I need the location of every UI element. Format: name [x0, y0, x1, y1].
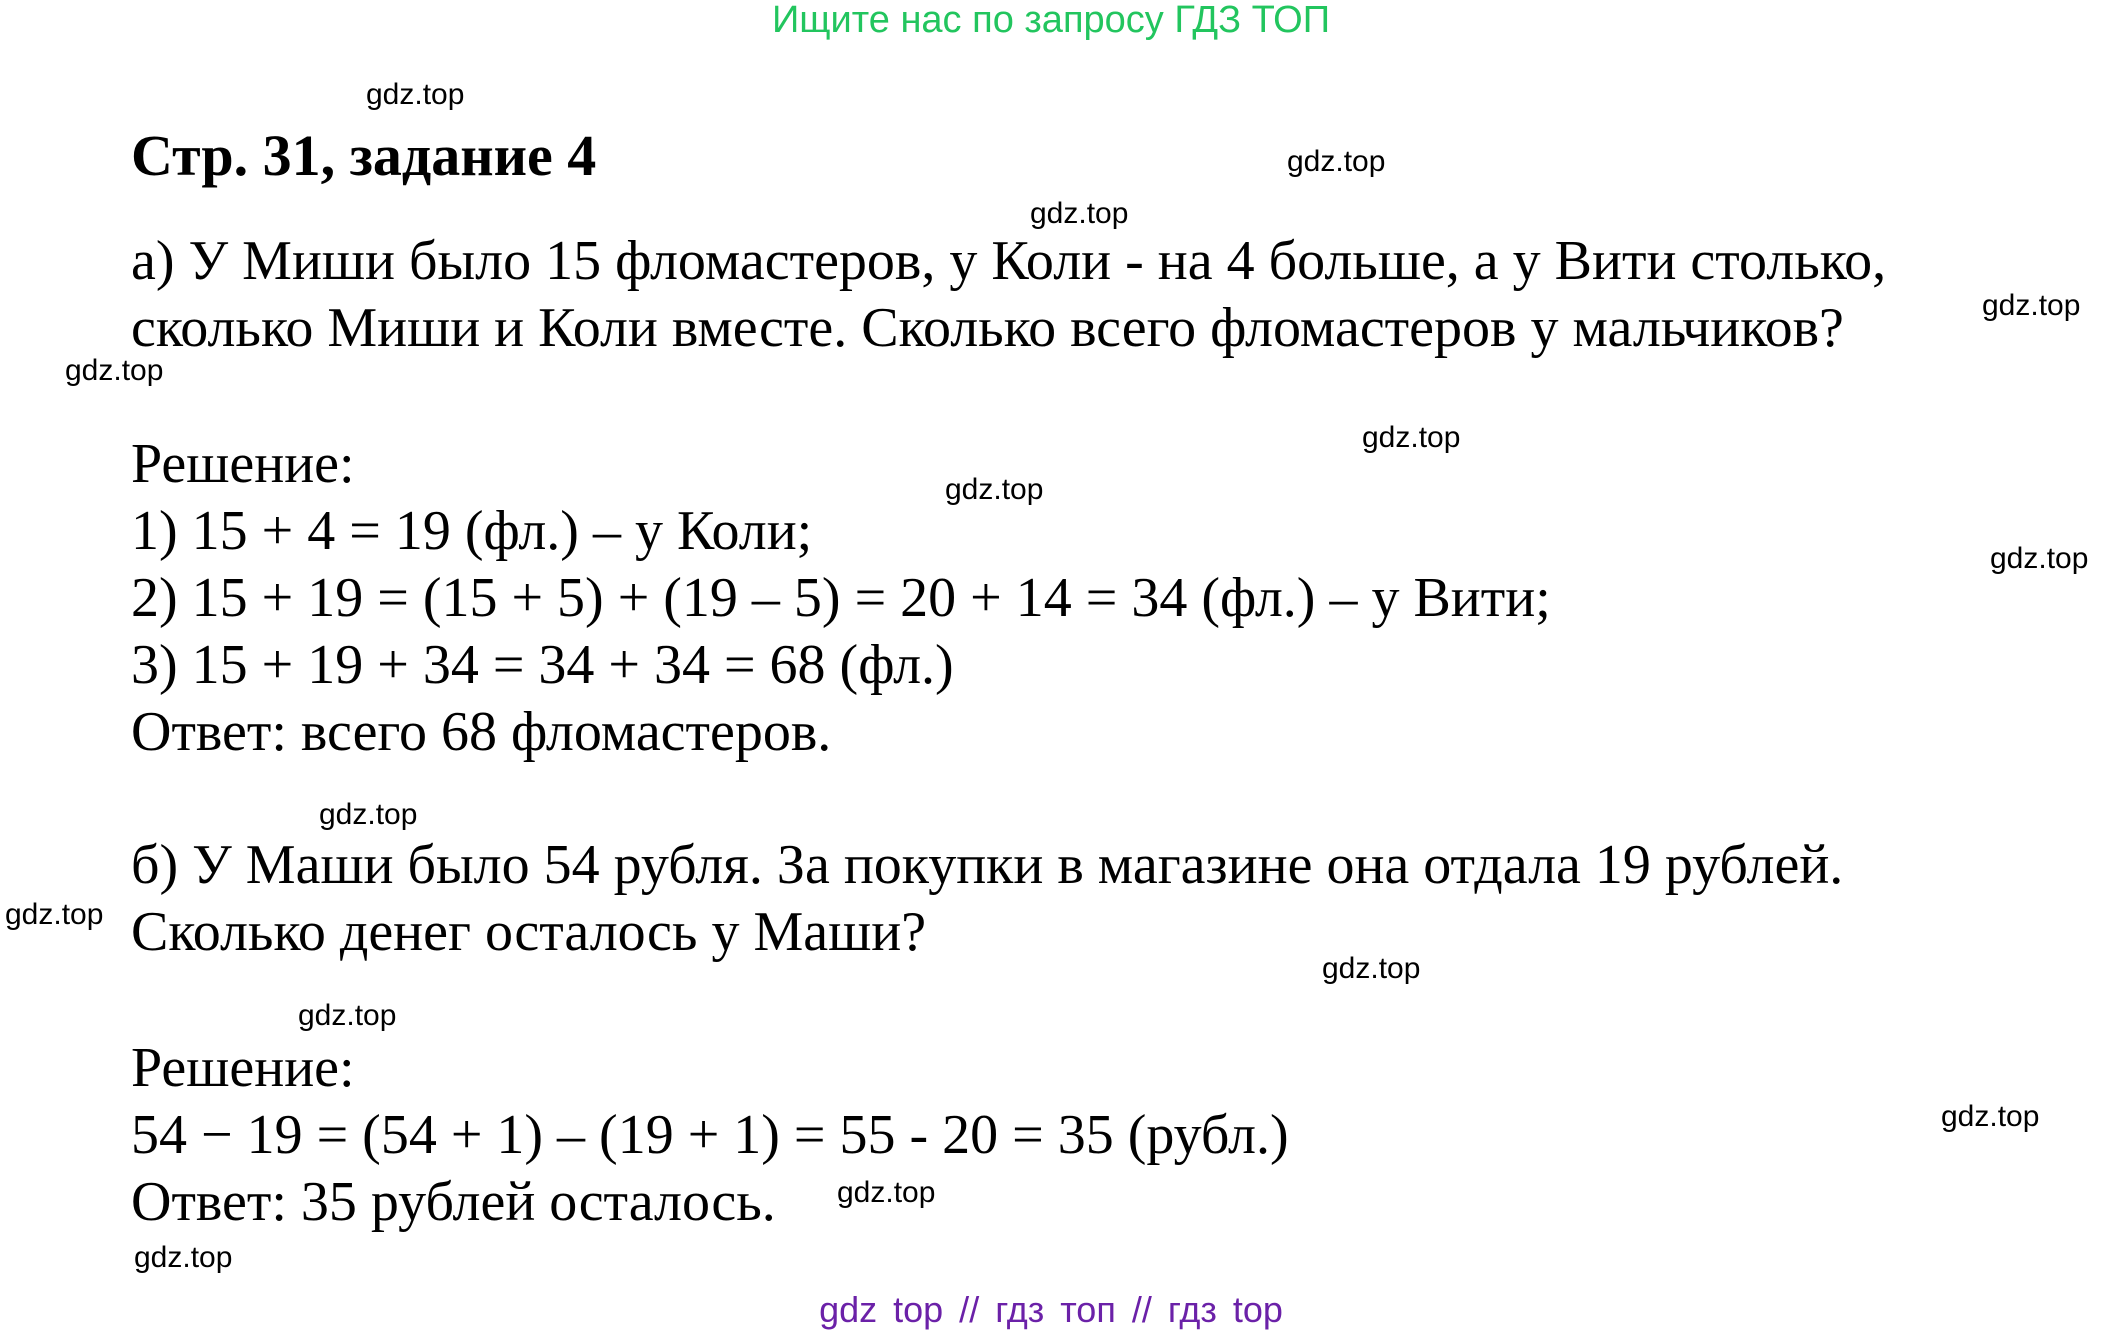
task-a-step-3: 3) 15 + 19 + 34 = 34 + 34 = 68 (фл.) — [131, 634, 954, 696]
watermark: gdz.top — [1287, 145, 1386, 178]
watermark: gdz.top — [65, 354, 164, 387]
task-b-text-line-1: б) У Маши было 54 рубля. За покупки в магазине она отдала 19 рублей. — [131, 834, 1844, 896]
task-a-answer: Ответ: всего 68 фломастеров. — [131, 701, 832, 763]
task-a-step-1: 1) 15 + 4 = 19 (фл.) – у Коли; — [131, 500, 813, 562]
page-title: Стр. 31, задание 4 — [131, 123, 597, 188]
watermark: gdz.top — [366, 78, 465, 111]
watermark: gdz.top — [5, 898, 104, 931]
watermark: gdz.top — [1941, 1100, 2040, 1133]
footer-text: gdz top // гдз топ // гдз top — [819, 1289, 1283, 1330]
watermark: gdz.top — [1322, 952, 1421, 985]
task-b-step-1: 54 − 19 = (54 + 1) – (19 + 1) = 55 - 20 = 35 (рубл.) — [131, 1104, 1289, 1166]
task-b-answer: Ответ: 35 рублей осталось. — [131, 1171, 776, 1233]
watermark: gdz.top — [1982, 289, 2081, 322]
top-banner: Ищите нас по запросу ГДЗ ТОП — [771, 0, 1331, 41]
task-a-text-line-2: сколько Миши и Коли вместе. Сколько всего фломастеров у мальчиков? — [131, 297, 1844, 359]
watermark: gdz.top — [1362, 421, 1461, 454]
task-b-solution-label: Решение: — [131, 1037, 355, 1099]
watermark: gdz.top — [945, 473, 1044, 506]
task-a-step-2: 2) 15 + 19 = (15 + 5) + (19 – 5) = 20 + 14 = 34 (фл.) – у Вити; — [131, 567, 1551, 629]
task-a-solution-label: Решение: — [131, 433, 355, 495]
watermark: gdz.top — [837, 1176, 936, 1209]
watermark: gdz.top — [298, 999, 397, 1032]
task-a-text-line-1: а) У Миши было 15 фломастеров, у Коли - на 4 больше, а у Вити столько, — [131, 230, 1887, 292]
watermark: gdz.top — [134, 1241, 233, 1274]
watermark: gdz.top — [319, 798, 418, 831]
watermark: gdz.top — [1990, 542, 2089, 575]
watermark: gdz.top — [1030, 197, 1129, 230]
task-b-text-line-2: Сколько денег осталось у Маши? — [131, 901, 927, 963]
